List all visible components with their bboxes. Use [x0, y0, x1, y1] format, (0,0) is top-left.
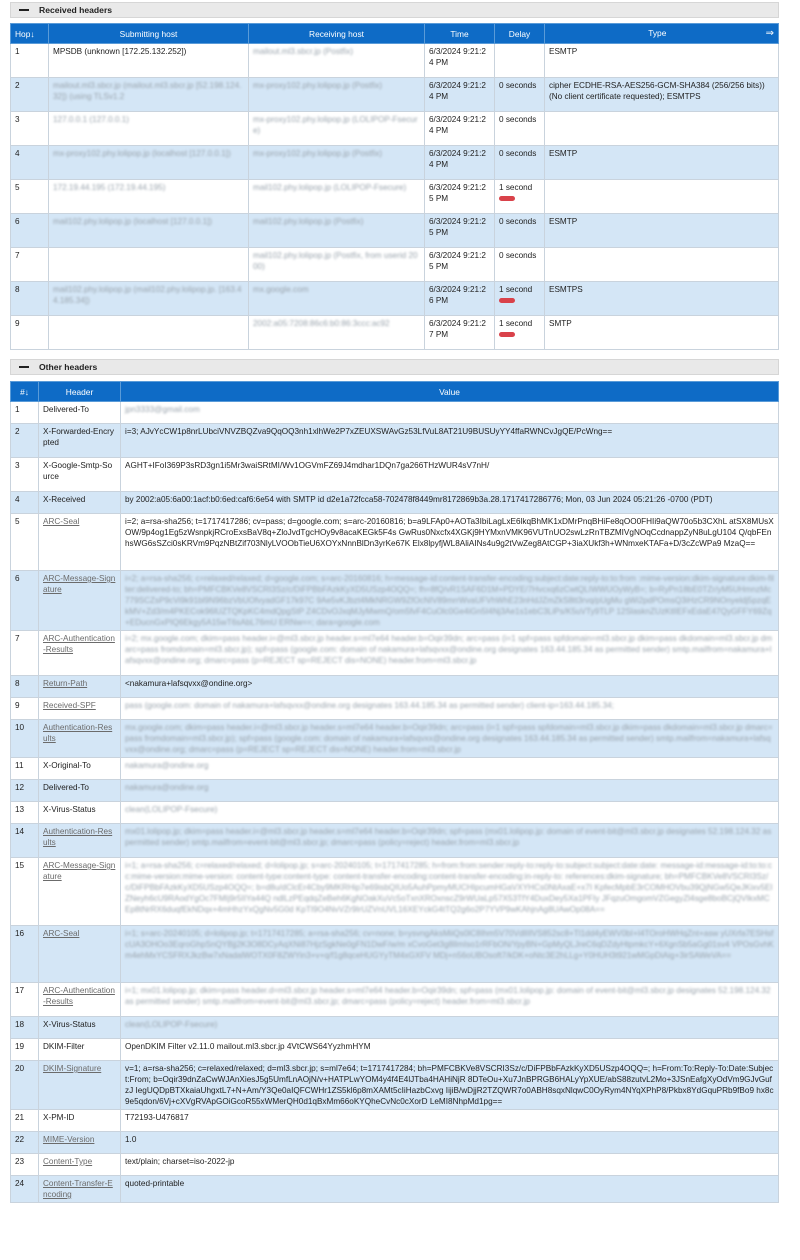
header-value-text: 1.0 — [125, 1135, 137, 1144]
header-value-cell — [121, 780, 779, 802]
header-name-cell — [39, 458, 121, 492]
time-cell — [425, 248, 495, 282]
col-index[interactable]: #↓ — [11, 382, 39, 402]
receiving-host-cell — [249, 44, 425, 78]
time-cell — [425, 180, 495, 214]
header-name-link[interactable]: ARC-Authentication-Results — [43, 986, 115, 1006]
header-name-cell — [39, 780, 121, 802]
type-cell — [545, 180, 779, 214]
header-row — [11, 1039, 779, 1061]
header-row — [11, 1154, 779, 1176]
received-row — [11, 146, 779, 180]
header-name-link[interactable]: Content-Type — [43, 1157, 93, 1166]
header-value-text: by 2002:a05:6a00:1acf:b0:6ed:caf6:6e54 with SMTP id d2e1a72fcca58-702478f8449mr8172869b3a.28.1717417286776; Mon, 03 Jun 2024 05:21:26 -0700 (PDT) — [125, 495, 713, 504]
delay-cell-text: 0 seconds — [499, 81, 537, 90]
header-value-text: i=1; mx01.lolipop.jp; dkim=pass header.d=ml3.sbcr.jp header.s=ml7e64 header.b=Oqir39dn; spf=pass (mx01.lolipop.jp: domain of event-bit@ml3.sbcr.jp designates 52.198.124.32 as permitted sender) smtp.mailfrom=event-bit@ml3.sbcr.jp; dmarc=pass (policy=reject) header.from=ml3.sbcr.jp — [125, 986, 771, 1006]
type-cell-text: ESMTPS — [549, 285, 583, 294]
header-name-link[interactable]: Authentication-Results — [43, 723, 113, 743]
header-name-text: X-Google-Smtp-Source — [43, 461, 113, 481]
header-name-cell[interactable] — [39, 1061, 121, 1110]
delay-cell-text: 0 seconds — [499, 217, 537, 226]
header-name-link[interactable]: ARC-Seal — [43, 517, 80, 526]
header-row — [11, 780, 779, 802]
header-row — [11, 514, 779, 571]
header-row — [11, 720, 779, 758]
index-cell: 1 — [11, 402, 39, 424]
submitting-host-cell-text: mx-proxy102.phy.lolipop.jp (localhost [127.0.0.1]) — [53, 149, 231, 158]
received-row — [11, 316, 779, 350]
header-value-cell — [121, 926, 779, 983]
header-name-cell[interactable] — [39, 824, 121, 858]
header-value-text: <nakamura+lafsqvxx@ondine.org> — [125, 679, 253, 688]
delay-cell-text: 0 seconds — [499, 115, 537, 124]
time-cell-text: 6/3/2024 9:21:27 PM — [429, 319, 486, 339]
arrow-right-icon[interactable]: ⇒ — [765, 28, 774, 39]
header-value-cell — [121, 514, 779, 571]
header-value-text: mx01.lolipop.jp; dkim=pass header.i=@ml3.sbcr.jp header.s=ml7e64 header.b=Oqir39dn; spf=pass (mx01.lolipop.jp: domain of event-bit@ml3.sbcr.jp designates 52.198.124.32 as permitted sender) smtp.mailfrom=event-bit@ml3.sbcr.jp; dmarc=pass (policy=reject) header.from=ml3.sbcr.jp — [125, 827, 772, 847]
receiving-host-cell-text: mx-proxy102.phy.lolipop.jp (Postfix) — [253, 149, 383, 158]
receiving-host-cell-text: mx-proxy102.phy.lolipop.jp (Postfix) — [253, 81, 383, 90]
hop-cell-text: 2 — [15, 81, 20, 90]
header-value-cell — [121, 983, 779, 1017]
received-headers-title: Received headers — [39, 5, 113, 15]
header-row — [11, 571, 779, 631]
header-row — [11, 926, 779, 983]
header-row — [11, 858, 779, 926]
header-row — [11, 492, 779, 514]
index-cell: 17 — [11, 983, 39, 1017]
received-row — [11, 248, 779, 282]
index-cell: 13 — [11, 802, 39, 824]
delay-cell-text: 1 second — [499, 285, 533, 294]
header-name-cell[interactable] — [39, 571, 121, 631]
header-name-cell[interactable] — [39, 631, 121, 676]
header-name-cell — [39, 1017, 121, 1039]
submitting-host-cell — [49, 248, 249, 282]
received-row — [11, 282, 779, 316]
header-name-cell[interactable] — [39, 983, 121, 1017]
header-value-text: AGHT+IFoI369P3sRD3gn1i5Mr3waiSRtMI/Wv1OGVmFZ69J4mdhar1DQn7ga266THzWUR4sV7nH/ — [125, 461, 490, 470]
time-cell-text: 6/3/2024 9:21:24 PM — [429, 81, 486, 101]
index-cell: 18 — [11, 1017, 39, 1039]
type-cell — [545, 316, 779, 350]
header-row — [11, 1132, 779, 1154]
header-name-cell[interactable] — [39, 1132, 121, 1154]
index-cell: 21 — [11, 1110, 39, 1132]
header-value-text: nakamura@ondine.org — [125, 783, 209, 792]
index-cell: 12 — [11, 780, 39, 802]
header-name-text: Delivered-To — [43, 783, 89, 792]
index-cell: 6 — [11, 571, 39, 631]
delay-cell — [495, 78, 545, 112]
header-name-cell[interactable] — [39, 720, 121, 758]
index-cell: 5 — [11, 514, 39, 571]
received-headers-table — [10, 23, 779, 350]
header-name-cell — [39, 424, 121, 458]
type-cell — [545, 248, 779, 282]
receiving-host-cell — [249, 78, 425, 112]
header-value-cell — [121, 1039, 779, 1061]
header-value-text: T72193-U476817 — [125, 1113, 189, 1122]
hop-cell-text: 1 — [15, 47, 20, 56]
type-cell — [545, 78, 779, 112]
header-value-cell — [121, 858, 779, 926]
col-receiving-host[interactable]: Receiving host — [249, 24, 425, 44]
received-headers-section[interactable] — [10, 2, 779, 18]
header-name-cell[interactable] — [39, 926, 121, 983]
col-delay[interactable]: Delay — [495, 24, 545, 44]
col-submitting-host[interactable]: Submitting host — [49, 24, 249, 44]
hop-cell-text: 9 — [15, 319, 20, 328]
index-cell: 14 — [11, 824, 39, 858]
time-cell-text: 6/3/2024 9:21:25 PM — [429, 217, 486, 237]
delay-cell — [495, 180, 545, 214]
type-cell — [545, 214, 779, 248]
index-cell: 19 — [11, 1039, 39, 1061]
delay-cell — [495, 112, 545, 146]
collapse-icon[interactable] — [19, 9, 29, 11]
submitting-host-cell — [49, 78, 249, 112]
receiving-host-cell — [249, 180, 425, 214]
hop-cell — [11, 112, 49, 146]
header-value-text: quoted-printable — [125, 1179, 185, 1188]
index-cell: 11 — [11, 758, 39, 780]
submitting-host-cell — [49, 282, 249, 316]
type-cell-text: ESMTP — [549, 149, 578, 158]
submitting-host-cell-text: MPSDB (unknown [172.25.132.252]) — [53, 47, 187, 56]
header-value-text: i=2; a=rsa-sha256; t=1717417286; cv=pass; d=google.com; s=arc-20160816; b=a9LFAp0+AOTa3IbiLagLxE6lkqBhMK1xDMrPnqBHiFe8qOO0FHIi9aQW70o5b3CXhL atSX8MUsXOW/9p4og1Eg5zWsnpkjRCroExsBaV8q+ZloJvdTgcHOy9v8acaKEGk5F4s GwRus0Nxcfx4XGKj9HYMxnVMK96VUTnUO2swLzRnTBZMIVgNOqCcdnappZyN8uLgU104 Q/qbFEnhsWG6sSZci0sKRVm9PqzNBtZif703NlyLVOObTieU6XOYxNnnBlDn3yrKe67K Elx8lpyfjWL8AliAINs4u9g2tVwZeg8AtCGP+3iaXUkf3h+WNmxeKTAFa+D/3cZcWPa9 MzaQ== — [125, 517, 774, 548]
index-cell: 24 — [11, 1176, 39, 1203]
index-cell: 22 — [11, 1132, 39, 1154]
type-cell-text: SMTP — [549, 319, 572, 328]
receiving-host-cell-text: mailout.ml3.sbcr.jp (Postfix) — [253, 47, 354, 56]
header-value-cell — [121, 1132, 779, 1154]
header-row — [11, 1176, 779, 1203]
header-value-text: i=1; a=rsa-sha256; c=relaxed/relaxed; d=lolipop.jp; s=arc-20240105; t=1717417285; h=from:from:sender:reply-to:reply-to:subject:subject:date:date: message-id:message-id:to:to:cc:mime-version:mime-version: content-type:content-type: content-transfer-encoding:content-transfer-encoding:in-reply-to: references:dkim-signature; bh=PMFCBKVe8VSCRI3Sz/c/DiFPBbFAzkKyXD5USzp4OQQ=; b=d8u/dClcEr4Cby9MKRHip7e69isbQIUo5AuhPpmyMUCHIpcumHGaVXYHCs0NtAxaE+x7I KpfecMpbE3rCOMHOVbu39QjNGw5QeJKixv5ElZNeyh6cU9RAodYgOc7FMIj9r5IIYa44Q ndlLzPEqdqZeBeh6KgNOakXuVc5oTxnXROxnscZ9rWUaLp57X53TfY4DuxDey5Xa1PFIy JFqzuOmgomVZGegyZl4sge8boBCjQVIkxMCEp8tNrRX6duqfEkNDqx+4mHhzYxQgNv5G0d KpTI9O4NvVZr9IrUZVnUVL16XEYckG4tTQ2g6o2P7YVP9wKAhjnAg8UAwOp08A== — [125, 861, 773, 914]
header-value-text: clean(LOLIPOP-Fsecure) — [125, 805, 218, 814]
index-cell: 3 — [11, 458, 39, 492]
hop-cell-text: 7 — [15, 251, 20, 260]
header-row — [11, 802, 779, 824]
other-headers-section[interactable] — [10, 359, 779, 375]
header-value-text: clean(LOLIPOP-Fsecure) — [125, 1020, 218, 1029]
header-name-text: X-PM-ID — [43, 1113, 75, 1122]
time-cell — [425, 44, 495, 78]
header-value-cell — [121, 676, 779, 698]
header-value-cell — [121, 1154, 779, 1176]
header-name-link[interactable]: Received-SPF — [43, 701, 96, 710]
time-cell — [425, 316, 495, 350]
time-cell-text: 6/3/2024 9:21:24 PM — [429, 115, 486, 135]
time-cell — [425, 282, 495, 316]
header-value-cell — [121, 1176, 779, 1203]
received-row — [11, 180, 779, 214]
header-value-cell — [121, 824, 779, 858]
header-row — [11, 1110, 779, 1132]
index-cell: 7 — [11, 631, 39, 676]
header-value-cell — [121, 1110, 779, 1132]
time-cell-text: 6/3/2024 9:21:24 PM — [429, 47, 486, 67]
header-name-text: DKIM-Filter — [43, 1042, 85, 1051]
time-cell — [425, 78, 495, 112]
header-name-cell[interactable] — [39, 858, 121, 926]
header-value-text: v=1; a=rsa-sha256; c=relaxed/relaxed; d=ml3.sbcr.jp; s=ml7e64; t=1717417284; bh=PMFCBKVe8VSCRI3Sz/c/DiFPBbFAzkKyXD5USzp4OQQ=; h=From:To:Reply-To:Date:Subject:From; b=Oqir39dnZaCwWJAnXiesJ5g5UmfLnAOjN/v+HATPLwYOM4y4f4E4lJTba4HAHiNjR 8DTeOu+Xu7JnBPRGB6HALyYpXUE/abS88zutvL2Mo+3JSnEafgXyOdVm9GJvGufzJ IegUQDpBTXkaiaUhgxtL7+N+Am/Y3Qe0aIQFCWHr1ZS5kl6p8mXAMt5cIiHazbCxvg IijiB/wDjjR2TZQWR7o0ABH8sqxNlqwC0OyRym4NYqXPhP8/Pkbx8YdGquPRb9fBo9 hx8c9e5qdon/6Vj+cXVgRVApGOiGcoR55xWMerQH0d1qBxMm66oKYQheCvNc0cXorD LeMI8NhpMd1pg== — [125, 1064, 774, 1106]
header-value-cell — [121, 1061, 779, 1110]
header-value-cell — [121, 402, 779, 424]
other-headers-table — [10, 381, 779, 1203]
header-name-cell — [39, 1039, 121, 1061]
header-row — [11, 698, 779, 720]
submitting-host-cell-text: mail102.phy.lolipop.jp (localhost [127.0.0.1]) — [53, 217, 213, 226]
header-value-text: i=2; mx.google.com; dkim=pass header.i=@ml3.sbcr.jp header.s=ml7e64 header.b=Oqir39dn; arc=pass (i=1 spf=pass spfdomain=ml3.sbcr.jp dkim=pass dkdomain=ml3.sbcr.jp dmarc=pass fromdomain=ml3.sbcr.jp); spf=pass (google.com: domain of nakamura+lafsqvxx@ondine.org designates 163.44.185.34 as permitted sender) smtp.mailfrom=nakamura+lafsqvxx@ondine.org; dmarc=pass (p=REJECT sp=REJECT dis=NONE) header.from=ml3.sbcr.jp — [125, 634, 773, 665]
receiving-host-cell-text: mail102.phy.lolipop.jp (Postfix) — [253, 217, 364, 226]
time-cell-text: 6/3/2024 9:21:25 PM — [429, 251, 486, 271]
receiving-host-cell-text: mail102.phy.lolipop.jp (Postfix, from userid 2000) — [253, 251, 418, 271]
header-value-text: i=1; s=arc-20240105; d=lolipop.jp; t=1717417285; a=rsa-sha256; cv=none; b=ysvngAksMiiQs0lC8Ihm5V70VdlIIlVS852sc8+Tl1dd4yEWV0bI+I4TOroHWHqZnt+asw yUXrfa7ESHsfcUA3OHOo3EqroGhpSnQYBjj2K3O8DCyAqXNi87HjzSgkNe0gFN1DwF/w/m xCvoGet3g8lImIso1rRFbON/YpyBN+GpMyQLJreC6qDZdyHtpmkcY+6XgnSb5aGg01sv4 VPOsGvhKm4ehMxYCSFRXJkzBw7xNadalWOTX0F8ZWYin3+v+q/f1g8qceHUGYyTM4xGXFV MDj+n56oUBOsoft7/kDK+oNtc3E2hLLg+Y0HUH3t921wMGpDiAig+3irSAWeVA== — [125, 929, 774, 960]
receiving-host-cell-text: mx.google.com — [253, 285, 309, 294]
delay-cell-text: 0 seconds — [499, 251, 537, 260]
header-row — [11, 631, 779, 676]
received-row — [11, 44, 779, 78]
header-name-cell — [39, 758, 121, 780]
time-cell — [425, 214, 495, 248]
header-name-cell — [39, 492, 121, 514]
received-row — [11, 112, 779, 146]
other-headers-title: Other headers — [39, 362, 98, 372]
hop-cell — [11, 180, 49, 214]
index-cell: 9 — [11, 698, 39, 720]
header-name-link[interactable]: Return-Path — [43, 679, 88, 688]
receiving-host-cell — [249, 282, 425, 316]
receiving-host-cell — [249, 316, 425, 350]
header-value-text: i=2; a=rsa-sha256; c=relaxed/relaxed; d=google.com; s=arc-20160816; h=message-id:content-transfer-encoding:subject:date:reply-to:to:from :mime-version:dkim-signature:dkim-filter:delivered-to; bh=PMFCBKVe8VSCRI3Sz/c/DiFPBbFAzkKyXD5USzp4OQQ=; fh=8fQ/vR1SAF6D1M+PDYE/7Hvcxq6zCwtQLIWWUOyWyB=; b=RyPn18bE0TZr/yM5UHmnzMc779SCZsP9cVi9k91bl9N96bzVbUOfvyadGF17k97C 9Ae5vKJbzt4MkNRGW9ZfOcNIV89mrrWvaUFVhWhE23nHdJZmZkS8tt3rvq/pUgMu gWi2pdPOmsQ3iHzCR9NOnyeldj5pzqEkMV+Zd3/m4PKECok96lUZTQKpKC4mdQpgStP Z4CDvOJxqMJyMwmQ/om5fvF4CuOlc0Ge4iGn5I4Nj3Ae1s1ebC3LiPs/K5uVTy9TLP 12SlasknZUzKtlIEFxEdaE47QyGFFY69Zq+EDucnGxPIQ6Ekgy5A15wT6sAbL76mU ERNw==; dara=google.com — [125, 574, 774, 627]
index-cell: 20 — [11, 1061, 39, 1110]
header-name-cell — [39, 402, 121, 424]
hop-cell-text: 6 — [15, 217, 20, 226]
receiving-host-cell-text: 2002:a05:7208:86c6:b0:86:3ccc:ac92 — [253, 319, 390, 328]
col-time[interactable]: Time — [425, 24, 495, 44]
header-row — [11, 402, 779, 424]
time-cell-text: 6/3/2024 9:21:25 PM — [429, 183, 486, 203]
type-cell — [545, 112, 779, 146]
time-cell-text: 6/3/2024 9:21:26 PM — [429, 285, 486, 305]
hop-cell — [11, 78, 49, 112]
header-row — [11, 1017, 779, 1039]
submitting-host-cell — [49, 44, 249, 78]
receiving-host-cell — [249, 146, 425, 180]
time-cell — [425, 112, 495, 146]
header-row — [11, 1061, 779, 1110]
receiving-host-cell — [249, 248, 425, 282]
header-name-cell[interactable] — [39, 514, 121, 571]
receiving-host-cell — [249, 112, 425, 146]
type-cell — [545, 146, 779, 180]
header-name-text: X-Original-To — [43, 761, 91, 770]
header-name-link[interactable]: Authentication-Results — [43, 827, 113, 847]
type-cell — [545, 282, 779, 316]
hop-cell — [11, 316, 49, 350]
receiving-host-cell — [249, 214, 425, 248]
hop-cell — [11, 44, 49, 78]
header-name-cell — [39, 802, 121, 824]
delay-indicator-bar — [499, 332, 515, 337]
receiving-host-cell-text: mail102.phy.lolipop.jp (LOLIPOP-Fsecure) — [253, 183, 407, 192]
submitting-host-cell-text: 127.0.0.1 (127.0.0.1) — [53, 115, 130, 124]
header-value-cell — [121, 571, 779, 631]
hop-cell — [11, 214, 49, 248]
hop-cell — [11, 282, 49, 316]
header-row — [11, 458, 779, 492]
delay-cell — [495, 282, 545, 316]
header-name-link[interactable]: DKIM-Signature — [43, 1064, 102, 1073]
type-cell-text: ESMTP — [549, 47, 578, 56]
header-row — [11, 824, 779, 858]
submitting-host-cell — [49, 146, 249, 180]
header-value-cell — [121, 758, 779, 780]
receiving-host-cell-text: mx-proxy102.phy.lolipop.jp (LOLIPOP-Fsecure) — [253, 115, 418, 135]
header-name-text: X-Virus-Status — [43, 805, 96, 814]
col-value[interactable]: Value — [121, 382, 779, 402]
delay-cell-text: 0 seconds — [499, 149, 537, 158]
submitting-host-cell — [49, 214, 249, 248]
header-value-text: nakamura@ondine.org — [125, 761, 209, 770]
type-cell — [545, 44, 779, 78]
delay-indicator-bar — [499, 196, 515, 201]
header-name-text: Delivered-To — [43, 405, 89, 414]
header-value-text: jpn3333@gmail.com — [125, 405, 200, 414]
index-cell: 15 — [11, 858, 39, 926]
received-row — [11, 214, 779, 248]
time-cell — [425, 146, 495, 180]
delay-cell-text: 1 second — [499, 319, 533, 328]
col-header[interactable]: Header — [39, 382, 121, 402]
hop-cell-text: 8 — [15, 285, 20, 294]
header-row — [11, 758, 779, 780]
header-name-link[interactable]: ARC-Seal — [43, 929, 80, 938]
submitting-host-cell — [49, 180, 249, 214]
submitting-host-cell — [49, 112, 249, 146]
header-value-cell — [121, 698, 779, 720]
header-name-link[interactable]: MIME-Version — [43, 1135, 95, 1144]
collapse-icon[interactable] — [19, 366, 29, 368]
header-name-text: X-Virus-Status — [43, 1020, 96, 1029]
col-hop[interactable]: Hop↓ — [11, 24, 49, 44]
index-cell: 4 — [11, 492, 39, 514]
header-name-cell — [39, 1110, 121, 1132]
time-cell-text: 6/3/2024 9:21:24 PM — [429, 149, 486, 169]
header-value-cell — [121, 631, 779, 676]
header-name-text: X-Forwarded-Encrypted — [43, 427, 114, 447]
header-name-cell[interactable] — [39, 676, 121, 698]
header-value-text: i=3; AJvYcCW1p8nrLUbciVNVZBQZva9QqOQ3nh1xlhWe2P7xZEUXSWAvGz53LfVuL8AT21U9BUSUyYY4ffaRWNCvJgQE/PcWng== — [125, 427, 613, 436]
col-type-label: Type — [648, 28, 667, 38]
header-row — [11, 424, 779, 458]
header-value-text: mx.google.com; dkim=pass header.i=@ml3.sbcr.jp header.s=ml7e64 header.b=Oqir39dn; arc=pass (i=1 spf=pass spfdomain=ml3.sbcr.jp dkim=pass dkdomain=ml3.sbcr.jp dmarc=pass fromdomain=ml3.sbcr.jp); spf=pass (google.com: domain of nakamura+lafsqvxx@ondine.org designates 163.44.185.34 as permitted sender) smtp.mailfrom=nakamura+lafsqvxx@ondine.org; dmarc=pass (p=REJECT sp=REJECT dis=NONE) header.from=ml3.sbcr.jp — [125, 723, 773, 754]
header-value-cell — [121, 424, 779, 458]
header-name-cell[interactable] — [39, 1154, 121, 1176]
received-row — [11, 78, 779, 112]
delay-cell — [495, 316, 545, 350]
index-cell: 23 — [11, 1154, 39, 1176]
header-value-cell — [121, 458, 779, 492]
header-name-link[interactable]: ARC-Message-Signature — [43, 861, 116, 881]
index-cell: 16 — [11, 926, 39, 983]
delay-indicator-bar — [499, 298, 515, 303]
header-name-cell[interactable] — [39, 698, 121, 720]
header-row — [11, 983, 779, 1017]
header-value-text: text/plain; charset=iso-2022-jp — [125, 1157, 235, 1166]
hop-cell-text: 4 — [15, 149, 20, 158]
submitting-host-cell-text: 172.19.44.195 (172.19.44.195) — [53, 183, 166, 192]
index-cell: 8 — [11, 676, 39, 698]
delay-cell-text: 1 second — [499, 183, 533, 192]
index-cell: 10 — [11, 720, 39, 758]
hop-cell-text: 3 — [15, 115, 20, 124]
header-name-link[interactable]: ARC-Authentication-Results — [43, 634, 115, 654]
delay-cell — [495, 44, 545, 78]
submitting-host-cell-text: mailout.ml3.sbcr.jp (mailout.ml3.sbcr.jp [52.198.124.32]) (using TLSv1.2 — [53, 81, 242, 101]
type-cell-text: cipher ECDHE-RSA-AES256-GCM-SHA384 (256/256 bits)) (No client certificate requested); ESMTPS — [549, 81, 765, 101]
submitting-host-cell — [49, 316, 249, 350]
header-row — [11, 676, 779, 698]
header-name-cell[interactable] — [39, 1176, 121, 1203]
hop-cell-text: 5 — [15, 183, 20, 192]
header-value-text: pass (google.com: domain of nakamura+lafsqvxx@ondine.org designates 163.44.185.34 as permitted sender) client-ip=163.44.185.34; — [125, 701, 614, 710]
delay-cell — [495, 214, 545, 248]
index-cell: 2 — [11, 424, 39, 458]
header-value-text: OpenDKIM Filter v2.11.0 mailout.ml3.sbcr.jp 4VtCWS64YyzhmHYM — [125, 1042, 371, 1051]
header-value-cell — [121, 802, 779, 824]
header-name-link[interactable]: Content-Transfer-Encoding — [43, 1179, 113, 1199]
col-type[interactable] — [545, 24, 779, 44]
header-name-link[interactable]: ARC-Message-Signature — [43, 574, 116, 594]
header-name-text: X-Received — [43, 495, 86, 504]
hop-cell — [11, 248, 49, 282]
type-cell-text: ESMTP — [549, 217, 578, 226]
header-value-cell — [121, 1017, 779, 1039]
hop-cell — [11, 146, 49, 180]
submitting-host-cell-text: mail102.phy.lolipop.jp (mail102.phy.lolipop.jp. [163.44.185.34]) — [53, 285, 242, 305]
header-value-cell — [121, 492, 779, 514]
header-value-cell — [121, 720, 779, 758]
delay-cell — [495, 248, 545, 282]
delay-cell — [495, 146, 545, 180]
